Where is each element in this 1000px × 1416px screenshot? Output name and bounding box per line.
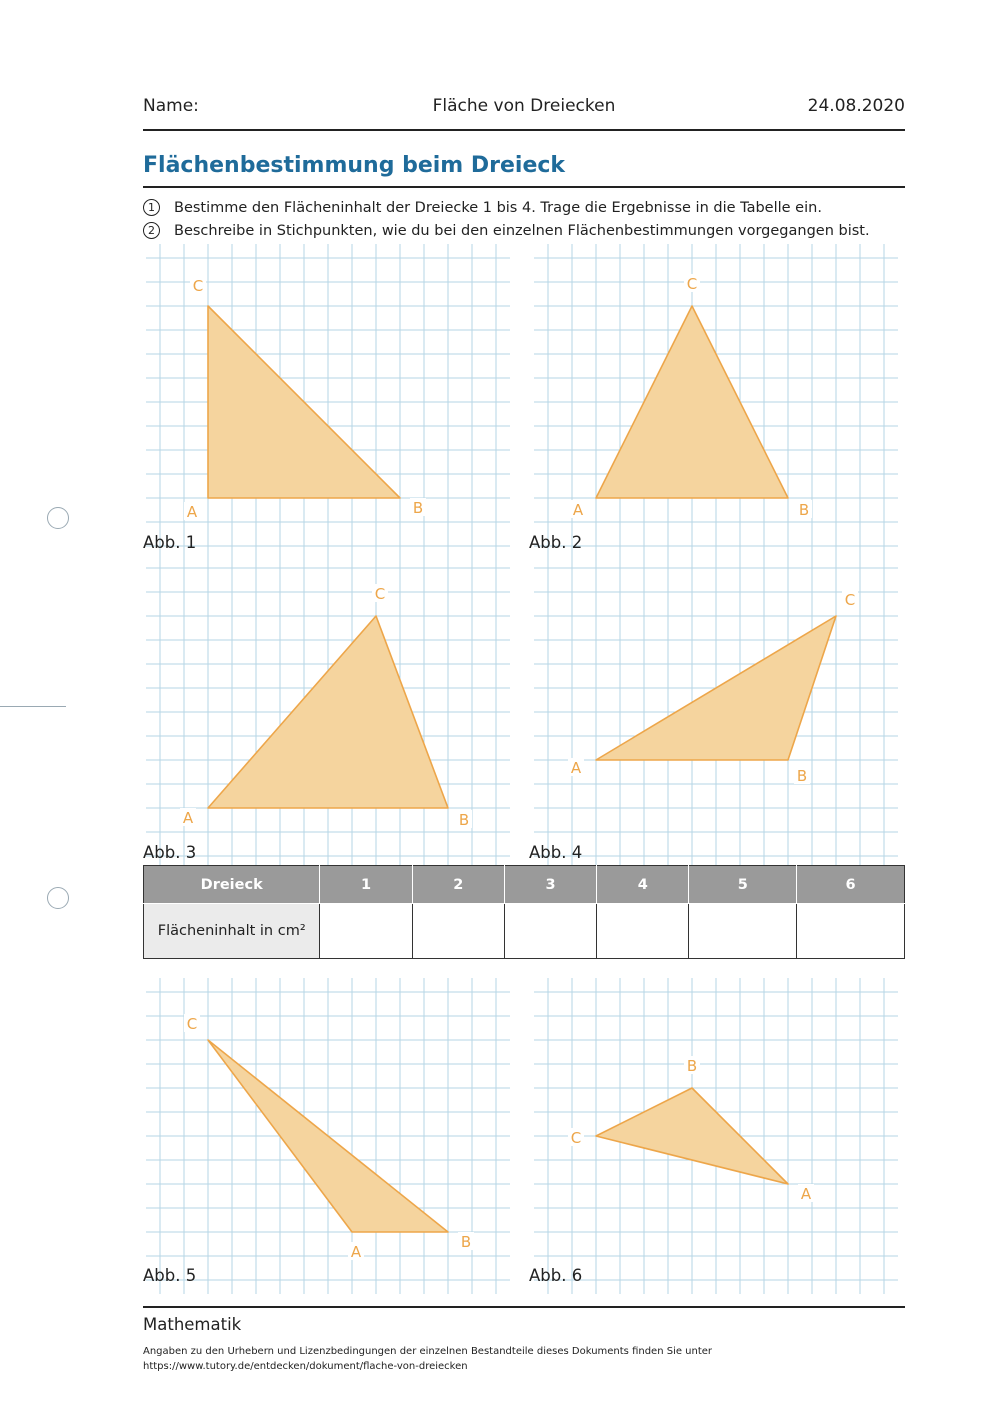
vertex-label-a: A bbox=[570, 759, 582, 777]
figure-2-caption: Abb. 2 bbox=[529, 533, 583, 552]
answer-cell-4[interactable] bbox=[597, 904, 689, 959]
vertex-label-b: B bbox=[412, 499, 424, 517]
answer-cell-2[interactable] bbox=[412, 904, 504, 959]
task-2 bbox=[143, 222, 870, 239]
figure-6-grid bbox=[534, 978, 898, 1294]
vertex-label-a: A bbox=[572, 501, 584, 519]
name-label: Name: bbox=[143, 96, 199, 116]
source-url[interactable]: https://www.tutory.de/entdecken/dokument/flache-von-dreiecken bbox=[143, 1361, 468, 1372]
table-row-label: Flächeninhalt in cm² bbox=[144, 904, 320, 959]
triangle-figure bbox=[534, 978, 898, 1294]
answer-cell-1[interactable] bbox=[320, 904, 412, 959]
table-column-header: 2 bbox=[412, 866, 504, 904]
license-text: Angaben zu den Urhebern und Lizenzbedingungen der einzelnen Bestandteile dieses Dokuments finden Sie unter bbox=[143, 1346, 713, 1357]
punch-hole-mark bbox=[47, 507, 69, 529]
triangle-figure bbox=[534, 554, 898, 870]
figure-1-grid bbox=[146, 244, 510, 560]
vertex-label-c: C bbox=[186, 1015, 198, 1033]
table-header-row bbox=[144, 866, 905, 904]
vertex-label-b: B bbox=[460, 1233, 472, 1251]
figure-4-caption: Abb. 4 bbox=[529, 843, 583, 862]
document-title: Fläche von Dreiecken bbox=[432, 96, 616, 116]
vertex-label-a: A bbox=[182, 809, 194, 827]
vertex-label-b: B bbox=[798, 501, 810, 519]
header-rule bbox=[143, 129, 905, 131]
punch-hole-mark bbox=[47, 887, 69, 909]
vertex-label-c: C bbox=[374, 585, 386, 603]
vertex-label-c: C bbox=[686, 275, 698, 293]
triangle-figure bbox=[146, 244, 510, 560]
task-text: Bestimme den Flächeninhalt der Dreiecke 1 bis 4. Trage die Ergebnisse in die Tabelle ein. bbox=[174, 199, 822, 216]
vertex-label-a: A bbox=[350, 1243, 362, 1261]
vertex-label-b: B bbox=[796, 767, 808, 785]
figure-1-caption: Abb. 1 bbox=[143, 533, 197, 552]
table-header-label: Dreieck bbox=[144, 866, 320, 904]
table-column-header: 4 bbox=[597, 866, 689, 904]
task-number: 2 bbox=[143, 222, 160, 239]
answer-cell-6[interactable] bbox=[797, 904, 905, 959]
triangle-figure bbox=[146, 554, 510, 870]
figure-3-grid bbox=[146, 554, 510, 870]
figure-5-caption: Abb. 5 bbox=[143, 1266, 197, 1285]
vertex-label-b: B bbox=[686, 1057, 698, 1075]
figure-4-grid bbox=[534, 554, 898, 870]
footer-rule bbox=[143, 1306, 905, 1308]
figure-2-grid bbox=[534, 244, 898, 560]
triangle-figure bbox=[534, 244, 898, 560]
vertex-label-c: C bbox=[570, 1129, 582, 1147]
task-1 bbox=[143, 199, 822, 216]
figure-6-caption: Abb. 6 bbox=[529, 1266, 583, 1285]
table-row bbox=[144, 904, 905, 959]
subject: Mathematik bbox=[143, 1315, 242, 1334]
table-column-header: 6 bbox=[797, 866, 905, 904]
vertex-label-c: C bbox=[192, 277, 204, 295]
results-table bbox=[143, 865, 905, 959]
vertex-label-b: B bbox=[458, 811, 470, 829]
table-column-header: 1 bbox=[320, 866, 412, 904]
vertex-label-c: C bbox=[844, 591, 856, 609]
answer-cell-5[interactable] bbox=[689, 904, 797, 959]
page-title: Flächenbestimmung beim Dreieck bbox=[143, 153, 566, 178]
task-number: 1 bbox=[143, 199, 160, 216]
table-column-header: 3 bbox=[504, 866, 596, 904]
license-note bbox=[143, 1344, 712, 1374]
date: 24.08.2020 bbox=[807, 96, 905, 116]
figure-5-grid bbox=[146, 978, 510, 1294]
vertex-label-a: A bbox=[186, 503, 198, 521]
triangle-figure bbox=[146, 978, 510, 1294]
title-rule bbox=[143, 186, 905, 188]
answer-cell-3[interactable] bbox=[504, 904, 596, 959]
task-text: Beschreibe in Stichpunkten, wie du bei den einzelnen Flächenbestimmungen vorgegangen bist. bbox=[174, 222, 870, 239]
table-column-header: 5 bbox=[689, 866, 797, 904]
vertex-label-a: A bbox=[800, 1185, 812, 1203]
fold-mark bbox=[0, 706, 66, 707]
figure-3-caption: Abb. 3 bbox=[143, 843, 197, 862]
